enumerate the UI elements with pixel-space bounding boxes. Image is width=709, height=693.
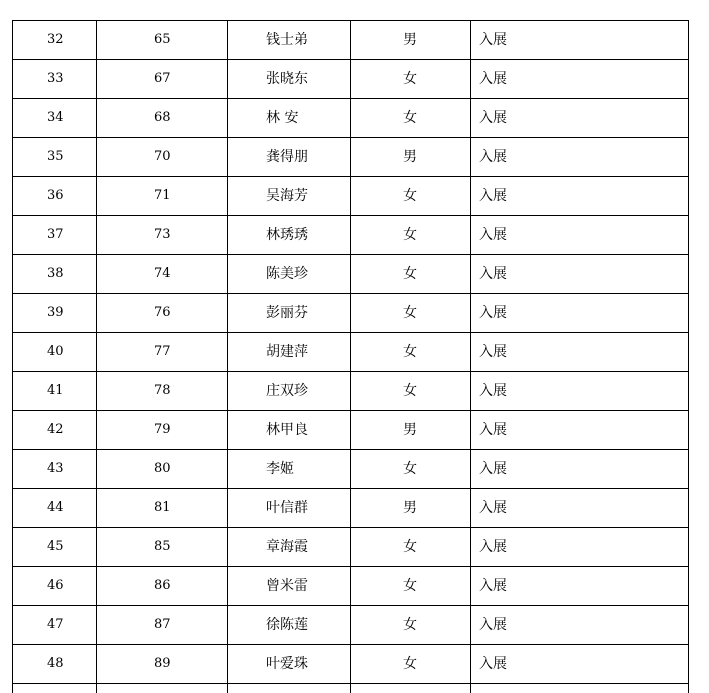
sequence-cell: 42 bbox=[13, 411, 97, 450]
table-row bbox=[13, 255, 689, 294]
table-row bbox=[13, 684, 689, 693]
entry-table bbox=[12, 20, 689, 693]
name-cell: 李姬 bbox=[228, 450, 351, 489]
sequence-cell: 44 bbox=[13, 489, 97, 528]
status-cell: 入展 bbox=[471, 21, 689, 60]
entry-number-cell: 80 bbox=[97, 450, 228, 489]
sequence-cell: 46 bbox=[13, 567, 97, 606]
status-cell bbox=[471, 684, 689, 693]
gender-cell: 女 bbox=[351, 99, 471, 138]
table-row bbox=[13, 411, 689, 450]
gender-cell: 女 bbox=[351, 528, 471, 567]
name-cell: 龚得朋 bbox=[228, 138, 351, 177]
table-row bbox=[13, 645, 689, 684]
table-row bbox=[13, 21, 689, 60]
status-cell: 入展 bbox=[471, 606, 689, 645]
gender-cell: 女 bbox=[351, 567, 471, 606]
name-cell: 吴海芳 bbox=[228, 177, 351, 216]
table-row bbox=[13, 450, 689, 489]
entry-number-cell: 67 bbox=[97, 60, 228, 99]
entry-number-cell: 76 bbox=[97, 294, 228, 333]
status-cell: 入展 bbox=[471, 450, 689, 489]
status-cell: 入展 bbox=[471, 333, 689, 372]
gender-cell: 女 bbox=[351, 60, 471, 99]
table-row bbox=[13, 294, 689, 333]
status-cell: 入展 bbox=[471, 177, 689, 216]
sequence-cell: 38 bbox=[13, 255, 97, 294]
entry-number-cell: 87 bbox=[97, 606, 228, 645]
entry-number-cell: 77 bbox=[97, 333, 228, 372]
name-cell: 徐陈莲 bbox=[228, 606, 351, 645]
table-row bbox=[13, 177, 689, 216]
status-cell: 入展 bbox=[471, 255, 689, 294]
table-row bbox=[13, 372, 689, 411]
name-cell: 陈美珍 bbox=[228, 255, 351, 294]
sequence-cell: 45 bbox=[13, 528, 97, 567]
status-cell: 入展 bbox=[471, 645, 689, 684]
entry-number-cell: 78 bbox=[97, 372, 228, 411]
name-cell: 林甲良 bbox=[228, 411, 351, 450]
gender-cell: 女 bbox=[351, 606, 471, 645]
sequence-cell: 37 bbox=[13, 216, 97, 255]
name-cell: 彭丽芬 bbox=[228, 294, 351, 333]
entry-number-cell: 65 bbox=[97, 21, 228, 60]
status-cell: 入展 bbox=[471, 216, 689, 255]
gender-cell: 男 bbox=[351, 489, 471, 528]
gender-cell: 男 bbox=[351, 411, 471, 450]
status-cell: 入展 bbox=[471, 99, 689, 138]
gender-cell: 男 bbox=[351, 21, 471, 60]
entry-number-cell: 85 bbox=[97, 528, 228, 567]
name-cell: 章海霞 bbox=[228, 528, 351, 567]
entry-number-cell: 81 bbox=[97, 489, 228, 528]
table-row bbox=[13, 138, 689, 177]
sequence-cell: 33 bbox=[13, 60, 97, 99]
sequence-cell bbox=[13, 684, 97, 693]
sequence-cell: 36 bbox=[13, 177, 97, 216]
status-cell: 入展 bbox=[471, 567, 689, 606]
name-cell: 曾米雷 bbox=[228, 567, 351, 606]
sequence-cell: 35 bbox=[13, 138, 97, 177]
table-row bbox=[13, 489, 689, 528]
name-cell: 林琇琇 bbox=[228, 216, 351, 255]
entry-number-cell: 71 bbox=[97, 177, 228, 216]
table-row bbox=[13, 567, 689, 606]
gender-cell: 男 bbox=[351, 138, 471, 177]
name-cell: 叶爱珠 bbox=[228, 645, 351, 684]
gender-cell: 女 bbox=[351, 294, 471, 333]
sequence-cell: 40 bbox=[13, 333, 97, 372]
sequence-cell: 32 bbox=[13, 21, 97, 60]
table-row bbox=[13, 528, 689, 567]
gender-cell: 女 bbox=[351, 450, 471, 489]
document-page bbox=[12, 20, 688, 693]
gender-cell: 女 bbox=[351, 255, 471, 294]
entry-number-cell: 68 bbox=[97, 99, 228, 138]
gender-cell: 女 bbox=[351, 216, 471, 255]
name-cell: 胡建萍 bbox=[228, 333, 351, 372]
entry-number-cell: 86 bbox=[97, 567, 228, 606]
sequence-cell: 41 bbox=[13, 372, 97, 411]
entry-number-cell: 79 bbox=[97, 411, 228, 450]
name-cell: 林 安 bbox=[228, 99, 351, 138]
name-cell bbox=[228, 684, 351, 693]
name-cell: 张晓东 bbox=[228, 60, 351, 99]
name-cell: 叶信群 bbox=[228, 489, 351, 528]
table-row bbox=[13, 99, 689, 138]
entry-number-cell: 74 bbox=[97, 255, 228, 294]
sequence-cell: 43 bbox=[13, 450, 97, 489]
status-cell: 入展 bbox=[471, 138, 689, 177]
gender-cell: 女 bbox=[351, 177, 471, 216]
status-cell: 入展 bbox=[471, 489, 689, 528]
table-row bbox=[13, 333, 689, 372]
status-cell: 入展 bbox=[471, 528, 689, 567]
table-row bbox=[13, 606, 689, 645]
entry-table-body bbox=[13, 21, 689, 693]
entry-number-cell: 73 bbox=[97, 216, 228, 255]
status-cell: 入展 bbox=[471, 294, 689, 333]
sequence-cell: 48 bbox=[13, 645, 97, 684]
name-cell: 庄双珍 bbox=[228, 372, 351, 411]
table-row bbox=[13, 216, 689, 255]
name-cell: 钱士弟 bbox=[228, 21, 351, 60]
status-cell: 入展 bbox=[471, 372, 689, 411]
entry-number-cell bbox=[97, 684, 228, 693]
table-row bbox=[13, 60, 689, 99]
gender-cell bbox=[351, 684, 471, 693]
sequence-cell: 47 bbox=[13, 606, 97, 645]
gender-cell: 女 bbox=[351, 645, 471, 684]
gender-cell: 女 bbox=[351, 372, 471, 411]
entry-number-cell: 89 bbox=[97, 645, 228, 684]
entry-number-cell: 70 bbox=[97, 138, 228, 177]
status-cell: 入展 bbox=[471, 60, 689, 99]
gender-cell: 女 bbox=[351, 333, 471, 372]
status-cell: 入展 bbox=[471, 411, 689, 450]
sequence-cell: 34 bbox=[13, 99, 97, 138]
sequence-cell: 39 bbox=[13, 294, 97, 333]
